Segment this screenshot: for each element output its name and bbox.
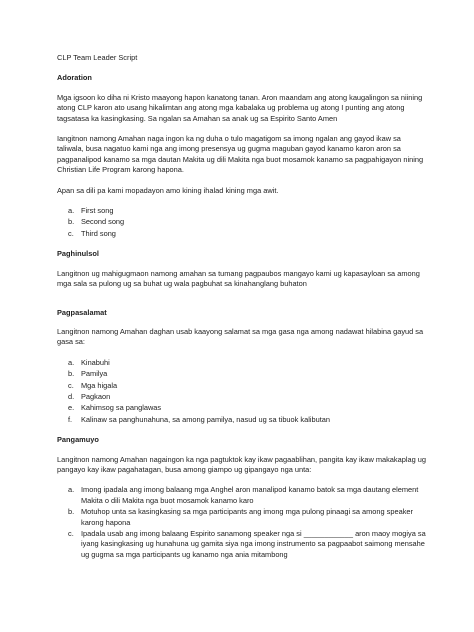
spacer [57,300,429,308]
adoration-paragraph-1: Mga igsoon ko diha ni Kristo maayong hapon kanatong tanan. Aron maandam ang atong kaugalingon sa niining atong CLP karon ato usang hikalimtan ang atong mga kabalaka ug problema ug atong I punting ang atong tagsatasa ka kasingkasing. Sa ngalan sa Amahan sa anak ug sa Espirito Santo Amen [57,92,423,123]
list-item-text: Kinabuhi [81,357,110,367]
list-item-text: Kahimsog sa panglawas [81,403,162,413]
list-marker: c. [68,380,74,390]
list-marker: c. [68,228,74,238]
list-item [57,369,429,379]
list-marker: f. [68,414,73,424]
blessings-list [57,358,429,425]
songs-list [57,206,429,239]
list-item [57,415,429,425]
heading-pangamuyo: Pangamuyo [57,435,99,445]
list-marker: b. [68,507,75,517]
list-item-text: Ipadala usab ang imong balaang Espirito sanamong speaker nga si ____________ aron maoy mogiya sa iyang kasingkasing ug hunahuna ug gamita siya nga imong instrumento sa pagpaabot saimong mensahe ug gugma sa mga participants ug kanamo nga ania mitambong [81,529,426,559]
list-marker: e. [68,403,75,413]
list-item [57,507,429,528]
document-page [57,53,429,570]
list-marker: b. [68,217,75,227]
adoration-paragraph-3: Apan sa dili pa kami mopadayon amo kining ihalad kining mga awit. [57,185,279,195]
petitions-list [57,485,429,560]
heading-pagpasalamat: Pagpasalamat [57,307,107,317]
list-item-text: Third song [81,228,116,238]
list-item-text: Second song [81,217,125,227]
list-marker: a. [68,357,75,367]
list-item [57,403,429,413]
list-item-text: Motuhop unta sa kasingkasing sa mga participants ang imong mga pulong pinaagi sa among speaker karong hapona [81,507,413,527]
list-item-text: Kalinaw sa panghunahuna, sa among pamilya, nasud ug sa tibuok kalibutan [81,414,330,424]
list-item [57,485,429,506]
pangamuyo-paragraph: Langitnon namong Amahan nagaingon ka nga pagtuktok kay ikaw pagaablihan, pangita kay ikaw makakaplag ug pangayo kay ikaw pagahatagan, busa among giampo ug gipangayo nga unta: [57,454,426,474]
list-marker: a. [68,206,75,216]
paghinulsol-paragraph: Langitnon ug mahigugmaon namong amahan sa tumang pagpaubos mangayo kami ug kapasayloan sa among mga sala sa pulong ug sa buhat ug wala pagbuhat sa kinahanglang buhaton [57,268,420,289]
list-item [57,381,429,391]
list-item [57,229,429,239]
list-item-text: Pagkaon [81,391,111,401]
list-marker: b. [68,369,75,379]
list-marker: d. [68,391,75,401]
heading-adoration: Adoration [57,73,92,83]
list-item [57,358,429,368]
list-item-text: Pamilya [81,369,108,379]
pagpasalamat-paragraph: Langitnon namong Amahan daghan usab kaayong salamat sa mga gasa nga among nadawat hilabina gayud sa gasa sa: [57,326,424,347]
document-title: CLP Team Leader Script [57,53,138,62]
list-item-text: First song [81,206,114,216]
list-item [57,529,429,560]
adoration-paragraph-2: Iangitnon namong Amahan naga ingon ka ng duha o tulo magatigom sa imong ngalan ang gayod ikaw sa taliwala, busa nagatuo kami nga ang imong presensya ug gugma maguban gayod kanamo karon aron sa pagpanalipod kanamo sa mga dautan Makita ug dili Makita nga buot mosamok kanamo sa pagpahigayon nining Christian Life Program karong hapona. [57,134,424,175]
list-item [57,217,429,227]
list-item-text: Imong ipadala ang imong balaang mga Anghel aron manalipod kanamo batok sa mga dautang element Makita o dili Makita nga buot mosamok kanamo karo [81,485,419,505]
list-item [57,206,429,216]
list-item [57,392,429,402]
list-marker: c. [68,529,74,538]
list-marker: a. [68,485,75,495]
list-item-text: Mga higala [81,380,118,390]
heading-paghinulsol: Paghinulsol [57,249,99,259]
